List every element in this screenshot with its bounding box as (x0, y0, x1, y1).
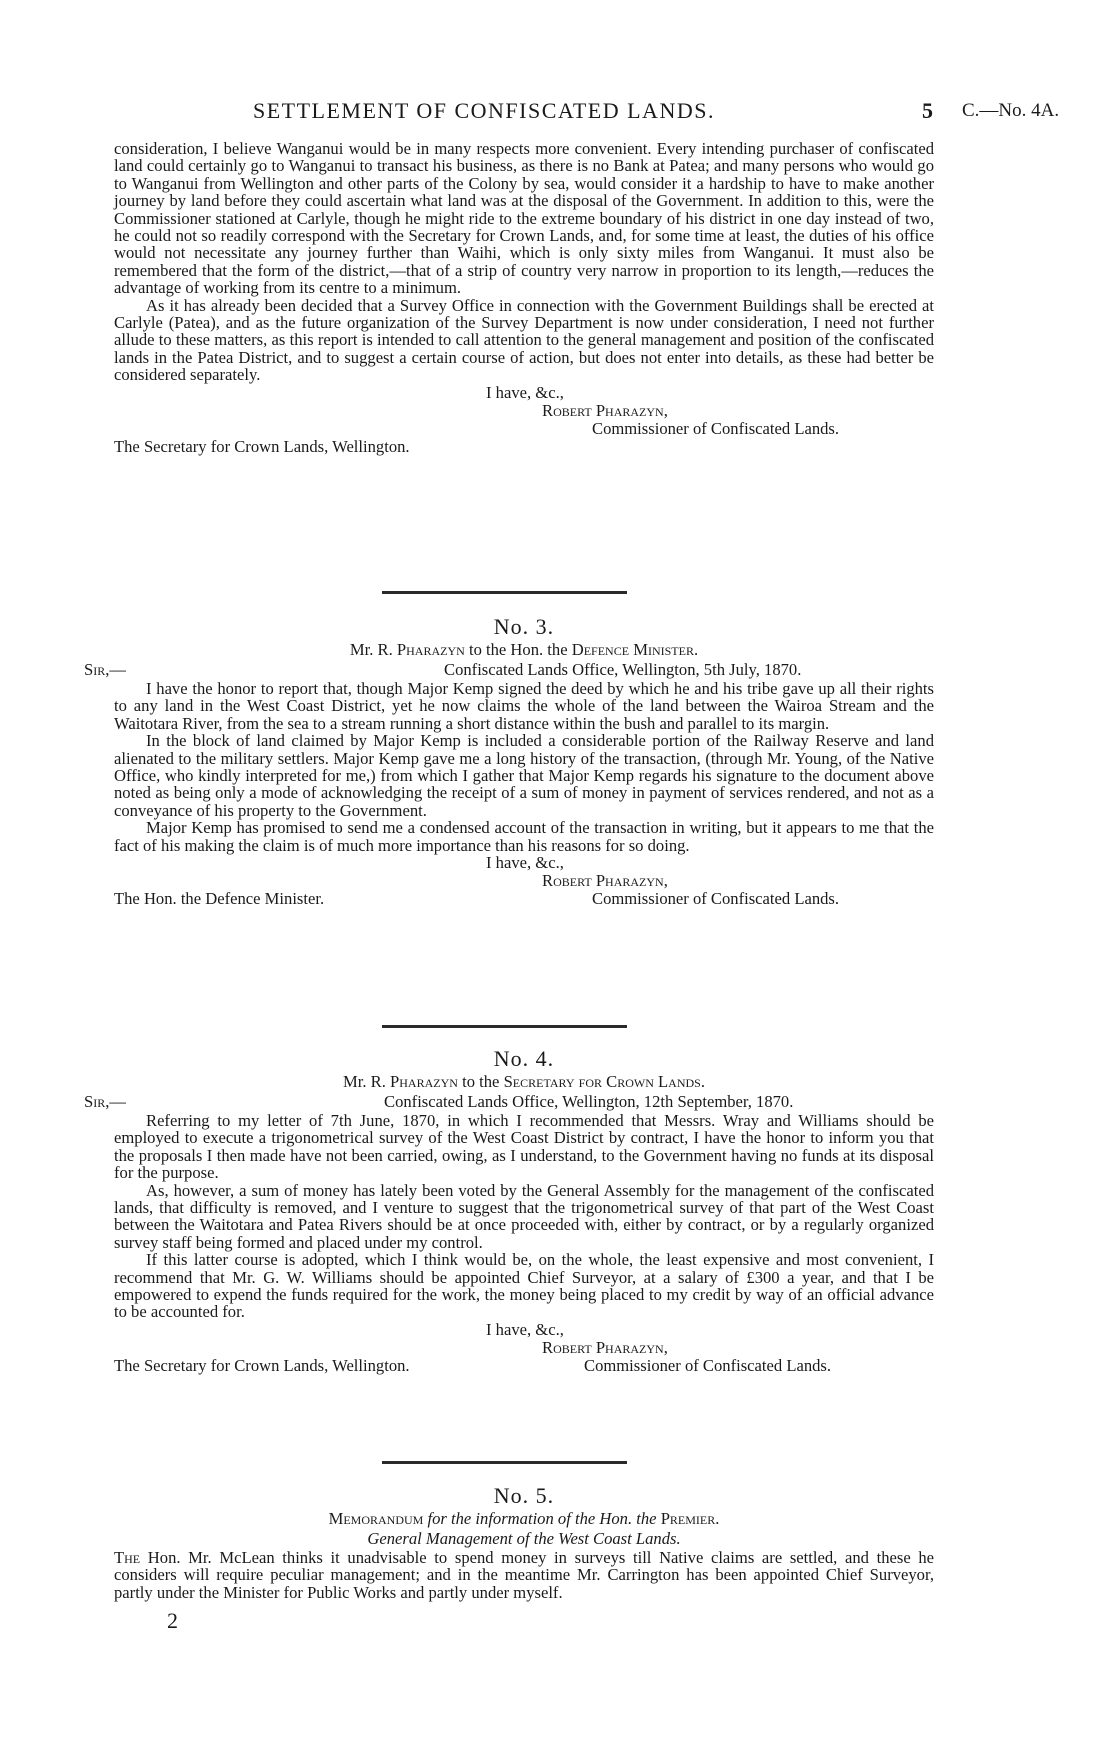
continuation-letter (114, 140, 934, 456)
running-title: SETTLEMENT OF CONFISCATED LANDS. (253, 98, 715, 123)
salutation: Sir,— (84, 1092, 126, 1111)
continuation-paragraph-1: consideration, I believe Wanganui would be in many respects more convenient. Every intending purchaser of confiscated land could certainly go to Wanganui to transact his business, as there is no Bank at Patea; and many persons who would go to Wanganui from Wellington and other parts of the Colony by sea, would consider it a hardship to have to make another journey by land before they could ascertain what land was at the disposal of the Government. In addition to this, were the Commissioner stationed at Carlyle, though he might ride to the extreme boundary of his district in one day instead of two, he could not so readily correspond with the Secretary for Crown Lands, and, for some time at least, the duties of his office would not necessitate any journey further than Waihi, which is only sixty miles from Wanganui. It must also be remembered that the form of the district,—that of a strip of country very narrow in proportion to its length,—reduces the advantage of working from its centre to a minimum. (114, 139, 934, 298)
letter-subheading (114, 1072, 934, 1092)
memo-paragraph (114, 1549, 934, 1601)
subheading-sender: R. Pharazyn (370, 1072, 458, 1091)
closing-line: I have, &c., (486, 853, 564, 873)
letter-dateline (84, 660, 934, 680)
addressee: The Hon. the Defence Minister. (114, 889, 325, 909)
letter-paragraph-2: As, however, a sum of money has lately been voted by the General Assembly for the management of the confiscated lands, that difficulty is removed, and I venture to suggest that the trigonometrical survey of that part of the West Coast between the Waitotara and Patea Rivers should be at once proceeded with, either by contract, or by a regularly organized survey staff being formed and placed under my control. (114, 1180, 934, 1252)
subheading-middle: to the (457, 1072, 504, 1091)
memo-heading: No. 5. (493, 1483, 555, 1508)
memo-title (114, 1509, 934, 1529)
continuation-signer (114, 402, 934, 420)
subheading-recipient: Secretary for Crown Lands. (503, 1072, 705, 1091)
memo-lead-word: The (114, 1548, 141, 1567)
dateline-text: Confiscated Lands Office, Wellington, 12th September, 1870. (384, 1092, 794, 1111)
letter-heading: No. 4. (493, 1046, 555, 1071)
continuation-signer-title-row (114, 420, 934, 438)
document-reference: C.—No. 4A. (962, 100, 1060, 121)
section-divider (382, 591, 627, 594)
addressee-row (114, 890, 934, 908)
letter-paragraph-3: Major Kemp has promised to send me a condensed account of the transaction in writing, but it appears to me that the fact of his making the claim is of much more importance than his reasons for so doing. (114, 818, 934, 855)
closing-row (114, 1321, 934, 1339)
page-number: 5 (922, 98, 933, 123)
letter-subheading (114, 640, 934, 660)
signature-mark: 2 (167, 1608, 178, 1633)
dateline-text: Confiscated Lands Office, Wellington, 5th July, 1870. (444, 660, 802, 679)
salutation: Sir,— (84, 660, 126, 679)
closing-row (114, 854, 934, 872)
signer-name: Robert Pharazyn, (542, 400, 668, 420)
memo-subtitle: General Management of the West Coast Lands. (367, 1529, 681, 1548)
continuation-closing (114, 384, 934, 402)
section-divider (382, 1461, 627, 1464)
addressee: The Secretary for Crown Lands, Wellington. (114, 436, 410, 456)
signer-row (114, 872, 934, 890)
signer-row (114, 1339, 934, 1357)
memorandum-no-5 (114, 1483, 934, 1601)
letter-paragraph-3: If this latter course is adopted, which I think would be, on the whole, the least expensive and most convenient, I recommend that Mr. G. W. Williams should be appointed Chief Surveyor, at a salary of £300 a year, and that I be empowered to expend the funds required for the work, the money being placed to my credit by way of an official advance to be accounted for. (114, 1250, 934, 1322)
subheading-prefix: Mr. (349, 640, 378, 659)
letter-dateline (84, 1092, 934, 1112)
subheading-sender: R. Pharazyn (377, 640, 465, 659)
letter-paragraph-1: Referring to my letter of 7th June, 1870, in which I recommended that Messrs. Wray and Williams should be employed to execute a trigonometrical survey of the West Coast District by contract, I have the honor to inform you that the proposals I then made have not been carried, owing, as I understand, to the Government having no funds at its disposal for the purpose. (114, 1111, 934, 1183)
subheading-prefix: Mr. (343, 1072, 371, 1091)
continuation-paragraph-2: As it has already been decided that a Survey Office in connection with the Government Buildings shall be erected at Carlyle (Patea), and as the future organization of the Survey Department is now under consideration, I need not further allude to these matters, as this report is intended to call attention to the general management and position of the confiscated lands in the Patea District, and to suggest a certain course of action, but does not enter into details, as these had better be considered separately. (114, 295, 934, 385)
closing-line: I have, &c., (486, 1319, 564, 1339)
subheading-middle: to the Hon. the (464, 640, 572, 659)
signer-title: Commissioner of Confiscated Lands. (584, 1355, 832, 1375)
letter-paragraph-2: In the block of land claimed by Major Kemp is included a considerable portion of the Railway Reserve and land alienated to the military settlers. Major Kemp gave me a long history of the transaction, (through Mr. Young, of the Native Office, who kindly interpreted for me,) from which I gather that Major Kemp regards his signature to the document above noted as being only a mode of acknowledging the receipt of a sum of money in payment of services rendered, and not as a conveyance of his property to the Government. (114, 731, 934, 820)
letter-no-4 (84, 1046, 934, 1375)
subheading-recipient: Defence Minister. (571, 640, 699, 659)
closing-line: I have, &c., (486, 382, 564, 402)
memo-word: Memorandum (328, 1509, 424, 1528)
signer-name: Robert Pharazyn, (542, 871, 668, 891)
signer-name: Robert Pharazyn, (542, 1337, 668, 1357)
addressee-row (114, 1357, 934, 1375)
letter-paragraph-1: I have the honor to report that, though Major Kemp signed the deed by which he and his tribe gave up all their rights to any land in the West Coast District, yet he now claims the whole of the land between the Wairoa Stream and the Waitotara River, from the sea to a stream running a short distance within the bush and parallel to its margin. (114, 679, 934, 733)
memo-paragraph-text: Hon. Mr. McLean thinks it unadvisable to spend money in surveys till Native claims are settled, and these he considers will require peculiar management; and in the meantime Mr. Carrington has been appointed Chief Surveyor, partly under the Minister for Public Works and partly under myself. (114, 1548, 934, 1602)
section-divider (382, 1025, 627, 1028)
addressee: The Secretary for Crown Lands, Wellington. (114, 1355, 410, 1375)
signer-title: Commissioner of Confiscated Lands. (592, 418, 840, 438)
memo-title-middle: for the information of the Hon. the (423, 1509, 661, 1528)
memo-recipient: Premier. (660, 1509, 720, 1528)
continuation-addressee-row (114, 438, 934, 456)
signer-title: Commissioner of Confiscated Lands. (592, 889, 840, 909)
page-header (0, 98, 1114, 128)
letter-heading: No. 3. (493, 614, 555, 639)
letter-no-3 (84, 614, 934, 909)
